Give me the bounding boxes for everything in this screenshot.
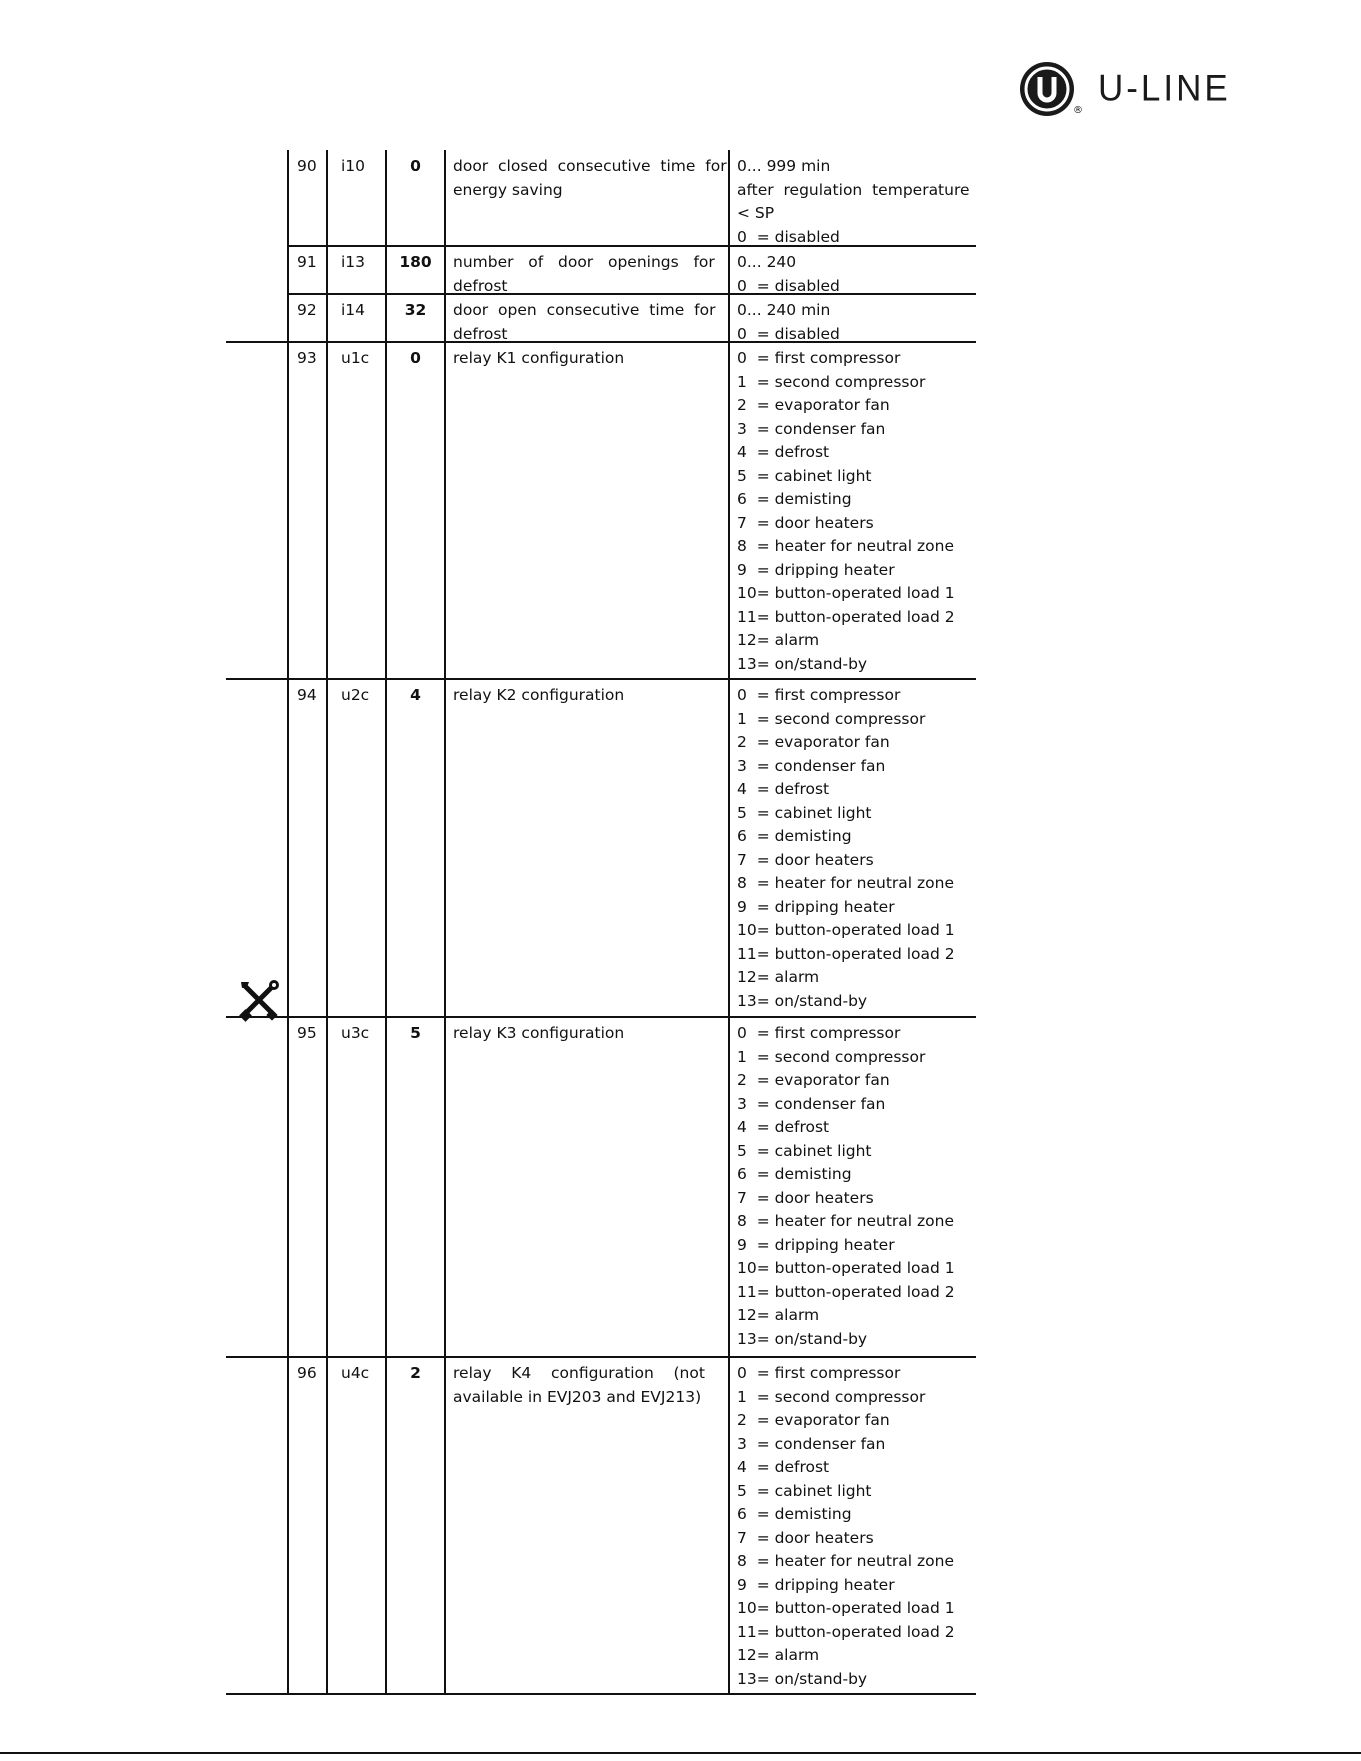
range-line: 6 = demisting (737, 1165, 852, 1183)
range-line: 0 = first compressor (737, 1024, 901, 1042)
range-line: 8 = heater for neutral zone (737, 1212, 954, 1230)
param-number: 91 (297, 253, 317, 271)
param-code: u1c (341, 349, 370, 367)
table-column-divider (287, 150, 289, 1694)
range-line: 0... 240 min (737, 301, 831, 319)
range-line: 6 = demisting (737, 827, 852, 845)
param-code: i14 (341, 301, 366, 319)
param-description (453, 1362, 721, 1409)
param-range (737, 684, 974, 1013)
range-line: 5 = cabinet light (737, 1141, 872, 1160)
description-line: number of door openings for (453, 253, 715, 271)
param-range (737, 347, 974, 676)
range-line: 2 = evaporator fan (737, 1411, 890, 1429)
range-line: 9 = dripping heater (737, 1575, 895, 1594)
range-line: 12= alarm (737, 1306, 820, 1324)
range-line: 8 = heater for neutral zone (737, 537, 954, 555)
range-line: 5 = cabinet light (737, 466, 872, 485)
range-line: 4 = defrost (737, 1458, 830, 1476)
param-number: 92 (297, 301, 317, 319)
range-line: 12= alarm (737, 1646, 820, 1664)
param-description (453, 684, 721, 708)
param-description (453, 299, 721, 346)
param-description (453, 1022, 721, 1046)
table-row-divider (226, 1016, 976, 1018)
description-line: door closed consecutive time for (453, 157, 727, 175)
range-line: 3 = condenser fan (737, 756, 886, 775)
table-column-divider (444, 150, 446, 1694)
table-column-divider (385, 150, 387, 1694)
param-range (737, 299, 974, 346)
range-line: 5 = cabinet light (737, 803, 872, 822)
range-line: 1 = second compressor (737, 1047, 926, 1066)
range-line: 7 = door heaters (737, 1188, 874, 1207)
range-line: 4 = defrost (737, 780, 830, 798)
range-line: 2 = evaporator fan (737, 396, 890, 414)
range-line: 0 = first compressor (737, 686, 901, 704)
range-line: 11= button-operated load 2 (737, 607, 955, 626)
range-line: 0 = disabled (737, 276, 840, 295)
range-line: after regulation temperature (737, 180, 970, 199)
range-line: 2 = evaporator fan (737, 733, 890, 751)
param-number: 96 (297, 1364, 317, 1382)
param-number: 95 (297, 1024, 317, 1042)
range-line: 13= on/stand-by (737, 1669, 868, 1688)
param-code: u3c (341, 1024, 370, 1042)
parameter-table (226, 150, 976, 1690)
range-line: 13= on/stand-by (737, 1329, 868, 1348)
range-line: 0 = first compressor (737, 1364, 901, 1382)
range-line: 3 = condenser fan (737, 1434, 886, 1453)
registered-mark: ® (1073, 105, 1083, 116)
description-line: defrost (453, 324, 508, 343)
range-line: 1 = second compressor (737, 709, 926, 728)
description-line: relay K3 configuration (453, 1024, 625, 1042)
param-description (453, 155, 727, 202)
brand-logo (1018, 58, 1231, 120)
table-column-divider (728, 150, 730, 1694)
u-line-logo-icon (1018, 60, 1083, 118)
range-line: 6 = demisting (737, 1505, 852, 1523)
brand-name: U-LINE (1098, 68, 1231, 109)
range-line: 11= button-operated load 2 (737, 1622, 955, 1641)
param-code: u2c (341, 686, 370, 704)
description-line: relay K1 configuration (453, 349, 625, 367)
range-line: 11= button-operated load 2 (737, 1282, 955, 1301)
param-range (737, 1362, 974, 1691)
param-code: i13 (341, 253, 366, 271)
range-line: 0... 999 min (737, 157, 831, 175)
param-code: i10 (341, 157, 366, 175)
param-range (737, 251, 974, 298)
description-line: door open consecutive time for (453, 301, 716, 319)
range-line: 12= alarm (737, 631, 820, 649)
range-line: 10= button-operated load 1 (737, 1599, 955, 1617)
param-default-value: 5 (410, 1024, 421, 1042)
range-line: 0 = disabled (737, 324, 840, 343)
param-description (453, 347, 721, 371)
range-line: 1 = second compressor (737, 372, 926, 391)
range-line: < SP (737, 204, 775, 222)
description-line: relay K4 configuration (not (453, 1364, 705, 1382)
range-line: 10= button-operated load 1 (737, 584, 955, 602)
range-line: 10= button-operated load 1 (737, 1259, 955, 1277)
range-line: 1 = second compressor (737, 1387, 926, 1406)
range-line: 9 = dripping heater (737, 897, 895, 916)
range-line: 0 = first compressor (737, 349, 901, 367)
param-default-value: 4 (410, 686, 421, 704)
range-line: 9 = dripping heater (737, 560, 895, 579)
range-line: 13= on/stand-by (737, 991, 868, 1010)
range-line: 5 = cabinet light (737, 1481, 872, 1500)
description-line: energy saving (453, 180, 563, 199)
range-line: 4 = defrost (737, 443, 830, 461)
param-number: 94 (297, 686, 317, 704)
range-line: 7 = door heaters (737, 850, 874, 869)
table-row-divider (226, 678, 976, 680)
range-line: 3 = condenser fan (737, 1094, 886, 1113)
range-line: 8 = heater for neutral zone (737, 874, 954, 892)
param-default-value: 0 (410, 157, 421, 175)
range-line: 7 = door heaters (737, 513, 874, 532)
range-line: 0 = disabled (737, 227, 840, 246)
param-default-value: 0 (410, 349, 421, 367)
param-number: 90 (297, 157, 317, 175)
range-line: 12= alarm (737, 968, 820, 986)
range-line: 11= button-operated load 2 (737, 944, 955, 963)
range-line: 10= button-operated load 1 (737, 921, 955, 939)
table-column-divider (326, 150, 328, 1694)
range-line: 4 = defrost (737, 1118, 830, 1136)
range-line: 8 = heater for neutral zone (737, 1552, 954, 1570)
param-range (737, 155, 974, 249)
param-range (737, 1022, 974, 1351)
table-row-divider (226, 1356, 976, 1358)
table-row-divider (226, 1693, 976, 1695)
range-line: 2 = evaporator fan (737, 1071, 890, 1089)
param-number: 93 (297, 349, 317, 367)
range-line: 3 = condenser fan (737, 419, 886, 438)
page-footer-rule (0, 1752, 1361, 1754)
param-default-value: 180 (399, 253, 432, 271)
param-description (453, 251, 721, 298)
description-line: available in EVJ203 and EVJ213) (453, 1387, 702, 1406)
description-line: relay K2 configuration (453, 686, 625, 704)
range-line: 7 = door heaters (737, 1528, 874, 1547)
range-line: 9 = dripping heater (737, 1235, 895, 1254)
range-line: 6 = demisting (737, 490, 852, 508)
param-default-value: 32 (404, 301, 427, 319)
description-line: defrost (453, 276, 508, 295)
range-line: 0... 240 (737, 253, 797, 271)
range-line: 13= on/stand-by (737, 654, 868, 673)
param-default-value: 2 (410, 1364, 421, 1382)
param-code: u4c (341, 1364, 370, 1382)
